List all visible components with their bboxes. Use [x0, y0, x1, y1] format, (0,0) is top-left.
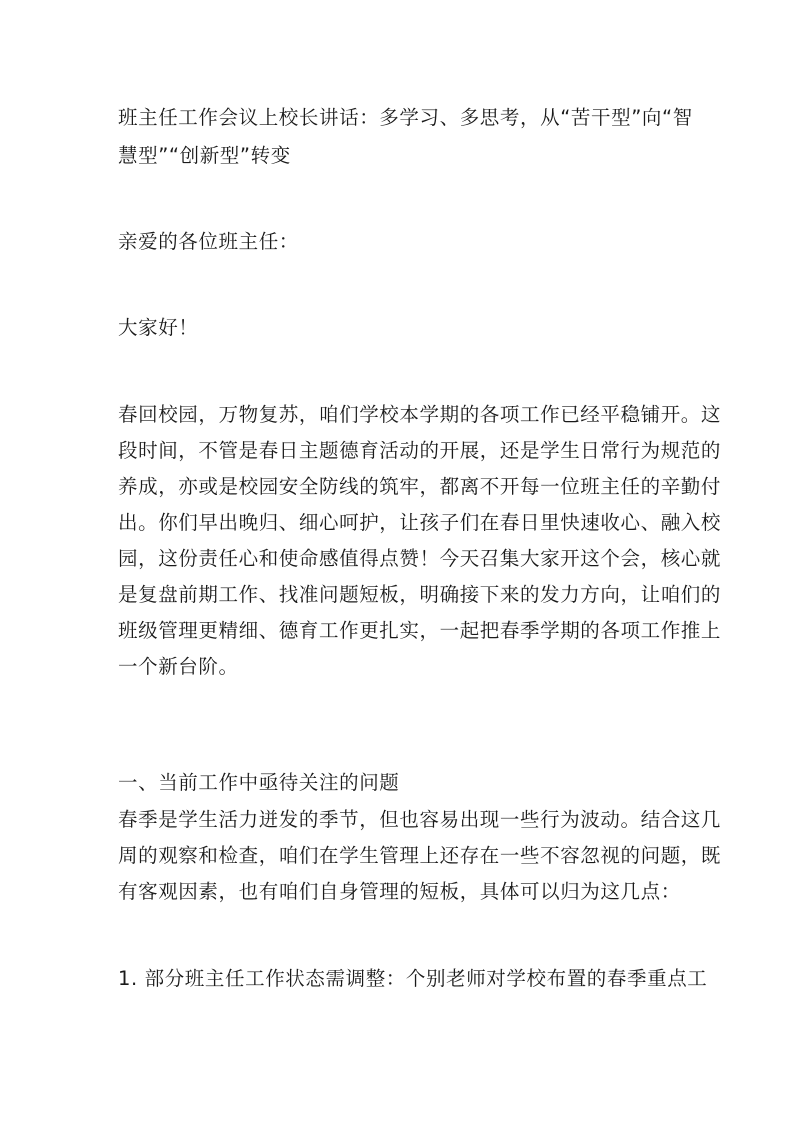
- salutation: 亲爱的各位班主任：: [118, 230, 299, 253]
- intro-line: 是复盘前期工作、找准问题短板，明确接下来的发力方向，让咱们的: [118, 583, 722, 606]
- section-line: 春季是学生活力迸发的季节，但也容易出现一些行为波动。结合这几: [118, 808, 722, 831]
- section-line: 周的观察和检查，咱们在学生管理上还存在一些不容忽视的问题，既: [118, 844, 722, 867]
- greeting: 大家好！: [118, 316, 199, 339]
- list-item: 1. 部分班主任工作状态需调整：个别老师对学校布置的春季重点工: [118, 967, 708, 990]
- intro-line: 园，这份责任心和使命感值得点赞！今天召集大家开这个会，核心就: [118, 547, 722, 570]
- intro-line: 一个新台阶。: [118, 655, 239, 678]
- intro-line: 养成，亦或是校园安全防线的筑牢，都离不开每一位班主任的辛勤付: [118, 475, 722, 498]
- section-line: 有客观因素，也有咱们自身管理的短板，具体可以归为这几点：: [118, 880, 681, 903]
- intro-line: 出。你们早出晚归、细心呵护，让孩子们在春日里快速收心、融入校: [118, 511, 722, 534]
- document-title-line: 慧型”“创新型”转变: [118, 144, 291, 167]
- document-title-line: 班主任工作会议上校长讲话：多学习、多思考，从“苦干型”向“智: [118, 106, 693, 129]
- intro-line: 班级管理更精细、德育工作更扎实，一起把春季学期的各项工作推上: [118, 619, 722, 642]
- section-heading: 一、当前工作中亟待关注的问题: [118, 771, 400, 794]
- intro-line: 段时间，不管是春日主题德育活动的开展，还是学生日常行为规范的: [118, 439, 722, 462]
- intro-line: 春回校园，万物复苏，咱们学校本学期的各项工作已经平稳铺开。这: [118, 403, 722, 426]
